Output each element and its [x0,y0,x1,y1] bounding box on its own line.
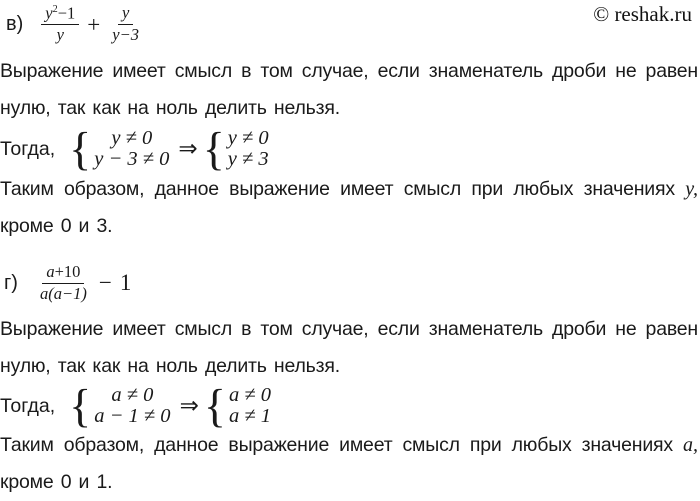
item-label-v: в) [6,13,24,36]
left-brace-icon: { [203,379,226,432]
system-row: a ≠ 1 [228,405,271,428]
fraction-2 [108,4,143,45]
system-row: y ≠ 0 [111,127,153,150]
minus-operator: − [98,270,112,296]
conclusion-line1-v: Таким образом, данное выражение имеет смысл при любых значениях y, [0,178,698,201]
system-row: y ≠ 3 [227,148,269,171]
fraction-1 [41,4,79,45]
system-right-g [203,379,273,432]
plus-operator: + [87,11,101,37]
fraction-2-denominator: y−3 [112,25,139,45]
system-row: a − 1 ≠ 0 [94,405,171,428]
system-row: y − 3 ≠ 0 [94,148,170,171]
system-right-v [202,122,271,175]
togda-row-v [0,122,700,175]
explanation-line1-v: Выражение имеет смысл в том случае, если знаменатель дроби не равен [0,60,698,83]
fraction-3-numerator: a+10 [42,263,84,284]
implies-arrow-icon: ⇒ [178,136,198,162]
expression-g [4,259,700,307]
exponent: 2 [52,4,58,15]
fraction-1-numerator: $y^2-1$ [41,4,79,25]
togda-label-v: Тогда, [0,137,56,160]
reshak-watermark: © reshak.ru [593,2,692,26]
fraction-1-denominator: y [56,25,64,45]
explanation-line2-g: нулю, так как на ноль делить нельзя. [0,355,340,378]
fraction-2-numerator: y [118,4,133,25]
left-brace-icon: { [69,379,92,432]
togda-row-g [0,379,700,432]
conclusion-line2-v: кроме 0 и 3. [0,215,113,238]
system-left-v [69,122,171,175]
left-brace-icon: { [69,122,92,175]
conclusion-line1-g: Таким образом, данное выражение имеет смысл при любых значениях a, [0,434,699,457]
fraction-3 [36,263,91,304]
explanation-line2-v: нулю, так как на ноль делить нельзя. [0,97,340,120]
item-label-g: г) [4,271,18,294]
operand-one: 1 [119,270,132,296]
conclusion-variable: y, [685,178,698,201]
section-v [0,4,700,245]
section-g [0,259,700,501]
system-row: a ≠ 0 [228,384,271,407]
system-row: a ≠ 0 [111,384,154,407]
togda-label-g: Тогда, [0,394,56,417]
conclusion-line2-g: кроме 0 и 1. [0,471,113,494]
system-left-g [69,379,172,432]
left-brace-icon: { [202,122,225,175]
system-row: y ≠ 0 [227,127,269,150]
fraction-3-denominator: a(a−1) [39,283,87,303]
conclusion-variable: a, [683,434,699,457]
implies-arrow-icon: ⇒ [179,393,199,419]
explanation-line1-g: Выражение имеет смысл в том случае, если знаменатель дроби не равен [0,318,698,341]
